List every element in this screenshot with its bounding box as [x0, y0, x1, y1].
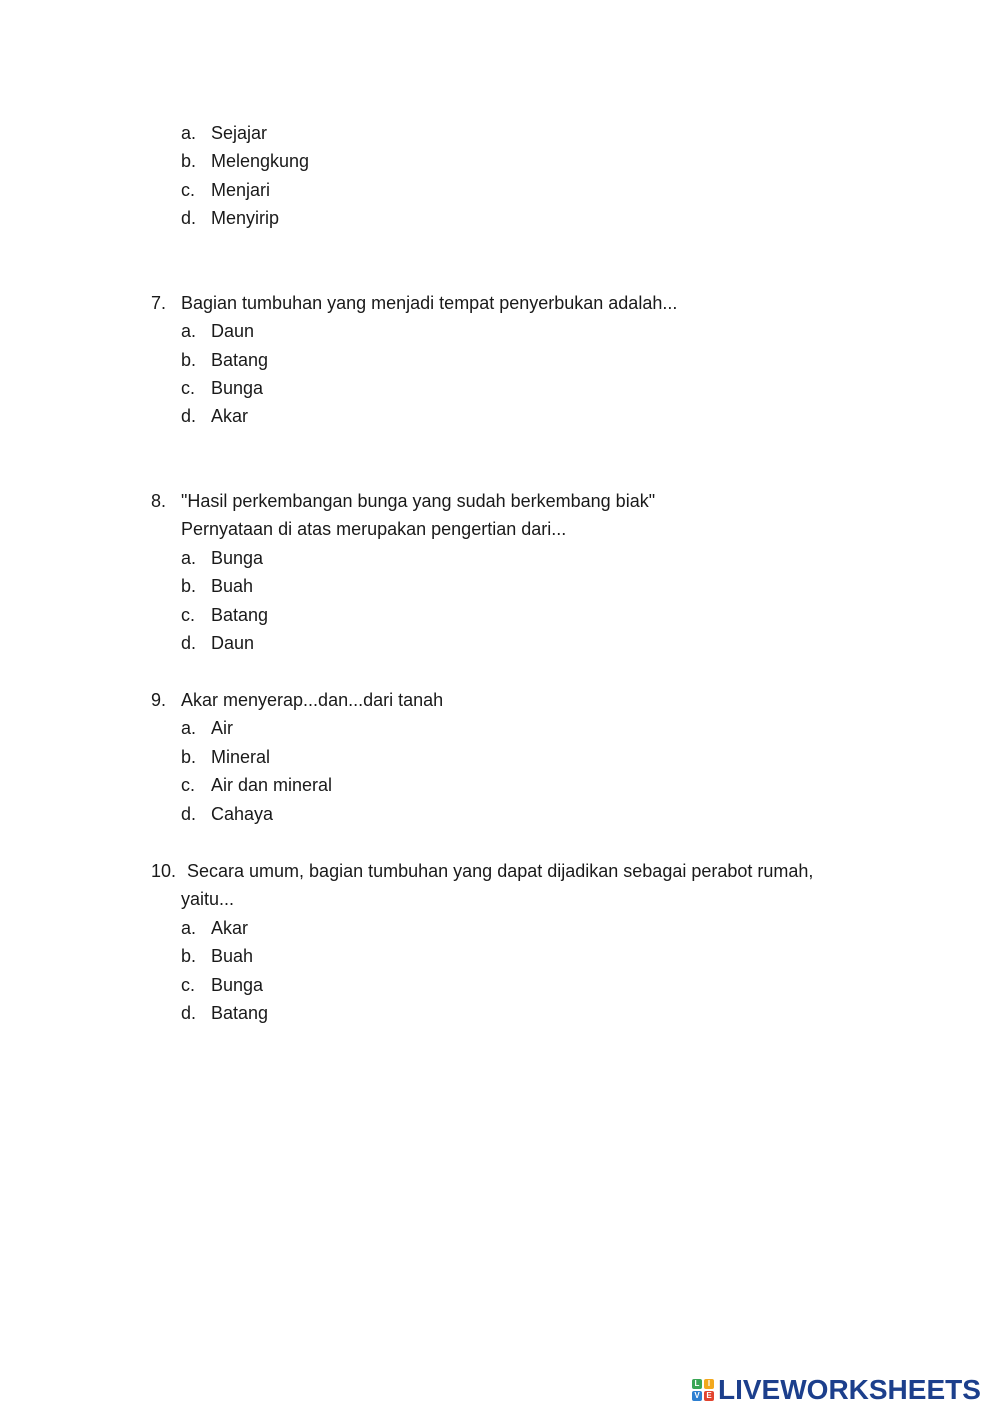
option-letter: d. — [181, 1003, 197, 1023]
answer-option[interactable]: Mineral — [211, 747, 271, 767]
option-letter: a. — [181, 321, 197, 341]
question-text: Secara umum, bagian tumbuhan yang dapat dijadikan sebagai perabot rumah, — [187, 861, 814, 881]
logo-mark-tile: I — [704, 1379, 714, 1389]
answer-option[interactable]: Menyirip — [211, 208, 280, 228]
answer-option[interactable]: Melengkung — [211, 151, 310, 171]
answer-option[interactable]: Akar — [211, 406, 249, 426]
option-letter: d. — [181, 406, 197, 426]
logo-mark-tile: L — [692, 1379, 702, 1389]
logo-wordmark: LIVEWORKSHEETS — [718, 1374, 981, 1405]
answer-option[interactable]: Batang — [211, 605, 269, 625]
question-text-continued: Pernyataan di atas merupakan pengertian dari... — [181, 519, 567, 539]
option-letter: a. — [181, 718, 197, 738]
option-letter: b. — [181, 747, 197, 767]
answer-option[interactable]: Buah — [211, 946, 254, 966]
answer-option[interactable]: Cahaya — [211, 804, 274, 824]
logo-mark-tile: E — [704, 1391, 714, 1401]
answer-option[interactable]: Bunga — [211, 548, 264, 568]
answer-option[interactable]: Batang — [211, 1003, 269, 1023]
answer-option[interactable]: Air — [211, 718, 233, 738]
answer-option[interactable]: Bunga — [211, 378, 264, 398]
answer-option[interactable]: Akar — [211, 918, 249, 938]
answer-option[interactable]: Bunga — [211, 975, 264, 995]
answer-option[interactable]: Buah — [211, 576, 254, 596]
option-letter: a. — [181, 918, 197, 938]
question-text: "Hasil perkembangan bunga yang sudah berkembang biak" — [181, 491, 656, 511]
option-letter: d. — [181, 208, 197, 228]
answer-option[interactable]: Batang — [211, 350, 269, 370]
option-letter: c. — [181, 180, 196, 200]
liveworksheets-logo — [692, 1374, 981, 1406]
option-letter: a. — [181, 548, 197, 568]
option-letter: d. — [181, 633, 197, 653]
question-number: 8. — [151, 491, 167, 511]
option-letter: b. — [181, 350, 197, 370]
answer-option[interactable]: Sejajar — [211, 123, 268, 143]
option-letter: b. — [181, 576, 197, 596]
question-text-continued: yaitu... — [181, 889, 235, 909]
option-letter: c. — [181, 975, 196, 995]
logo-mark-tile: V — [692, 1391, 702, 1401]
question-number: 9. — [151, 690, 167, 710]
question-number: 7. — [151, 293, 167, 313]
question-number: 10. — [151, 861, 177, 881]
option-letter: c. — [181, 775, 196, 795]
option-letter: c. — [181, 605, 196, 625]
option-letter: b. — [181, 151, 197, 171]
answer-option[interactable]: Air dan mineral — [211, 775, 333, 795]
option-letter: c. — [181, 378, 196, 398]
question-text: Akar menyerap...dan...dari tanah — [181, 690, 444, 710]
liveworksheets-logo-icon — [692, 1379, 714, 1401]
option-letter: a. — [181, 123, 197, 143]
answer-option[interactable]: Daun — [211, 321, 255, 341]
question-text: Bagian tumbuhan yang menjadi tempat penyerbukan adalah... — [181, 293, 678, 313]
answer-option[interactable]: Menjari — [211, 180, 271, 200]
answer-option[interactable]: Daun — [211, 633, 255, 653]
option-letter: d. — [181, 804, 197, 824]
option-letter: b. — [181, 946, 197, 966]
